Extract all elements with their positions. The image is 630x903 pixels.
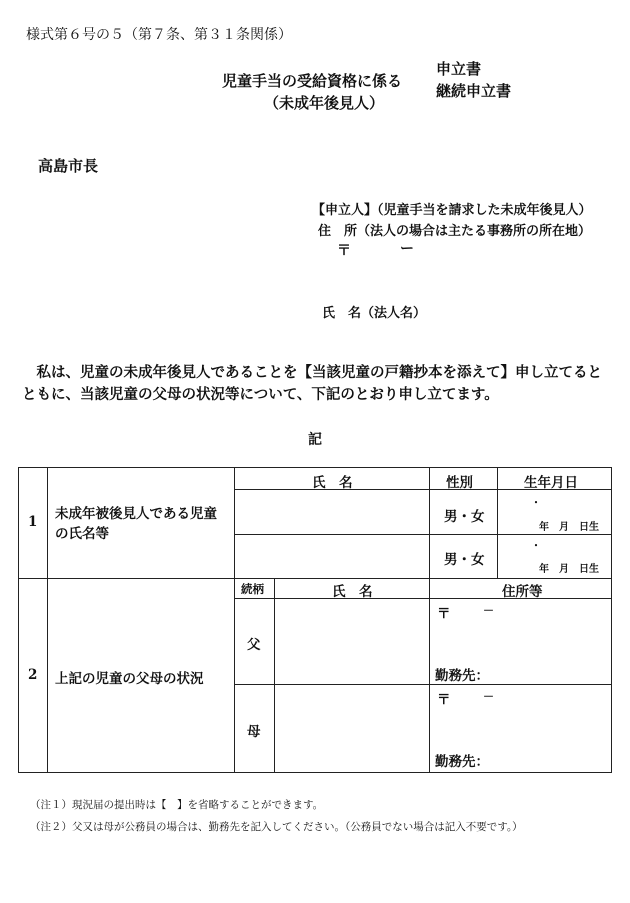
section-label: 未成年被後見人である児童の氏名等 [55,506,217,542]
header-line [234,598,611,599]
postal-dash: ー [400,241,414,257]
address-column-line [429,578,430,772]
form-title: 児童手当の受給資格に係る [222,72,403,90]
column-header-relation: 続柄 [241,582,264,596]
column-header-name: 氏 名 [332,584,373,600]
relation-column-line [274,578,275,772]
applicant-heading: 【申立人】（児童手当を請求した未成年後見人） [312,203,592,218]
form-type-option: 申立書 [436,60,482,78]
relation-father: 父 [247,637,261,653]
note-2: （注２）父又は母が公務員の場合は、勤務先を記入してください。（公務員でない場合は記入不要です。） [30,821,523,833]
postal-dash: － [483,604,494,617]
label-column-line [234,468,235,772]
workplace-label: 勤務先： [435,668,489,684]
section-divider [19,578,611,579]
postal-mark: 〒 [337,243,351,259]
workplace-label: 勤務先： [435,754,489,770]
relation-mother: 母 [247,724,261,740]
guardian-table [18,467,612,773]
dob-column-line [497,468,498,578]
row-line [234,534,611,535]
form-subtitle: （未成年後見人） [264,94,385,112]
postal-mark: 〒 [437,692,451,708]
address-label: 住 所（法人の場合は主たる事務所の所在地） [318,224,592,239]
section-number: 2 [28,667,38,683]
postal-mark: 〒 [437,606,451,622]
form-number: 様式第６号の５（第７条、第３１条関係） [26,27,292,43]
dob-separator: ・ [531,541,541,552]
addressee: 高島市長 [38,157,99,175]
form-type-option: 継続申立書 [436,82,512,100]
dob-separator: ・ [531,498,541,509]
section-label: 上記の児童の父母の状況 [55,671,204,687]
gender-options: 男・女 [444,509,485,525]
gender-column-line [429,468,430,578]
column-header-gender: 性別 [446,475,473,491]
note-1: （注１）現況届の提出時は【 】を省略することができます。 [30,799,324,811]
section-number: 1 [28,514,38,530]
gender-options: 男・女 [444,552,485,568]
row-line [234,684,611,685]
postal-dash: － [483,690,494,703]
name-label: 氏 名（法人名） [322,306,427,321]
dob-suffix: 年 月 日生 [539,564,599,575]
number-column-line [47,468,48,772]
dob-suffix: 年 月 日生 [539,522,599,533]
column-header-name: 氏 名 [312,475,353,491]
column-header-address: 住所等 [502,584,543,600]
ki-heading: 記 [308,432,322,448]
statement-text: 私は、児童の未成年後見人であることを【当該児童の戸籍抄本を添えて】申し立てるとともに、当該児童の父母の状況等について、下記のとおり申し立てます。 [22,364,602,403]
column-header-dob: 生年月日 [524,475,578,491]
